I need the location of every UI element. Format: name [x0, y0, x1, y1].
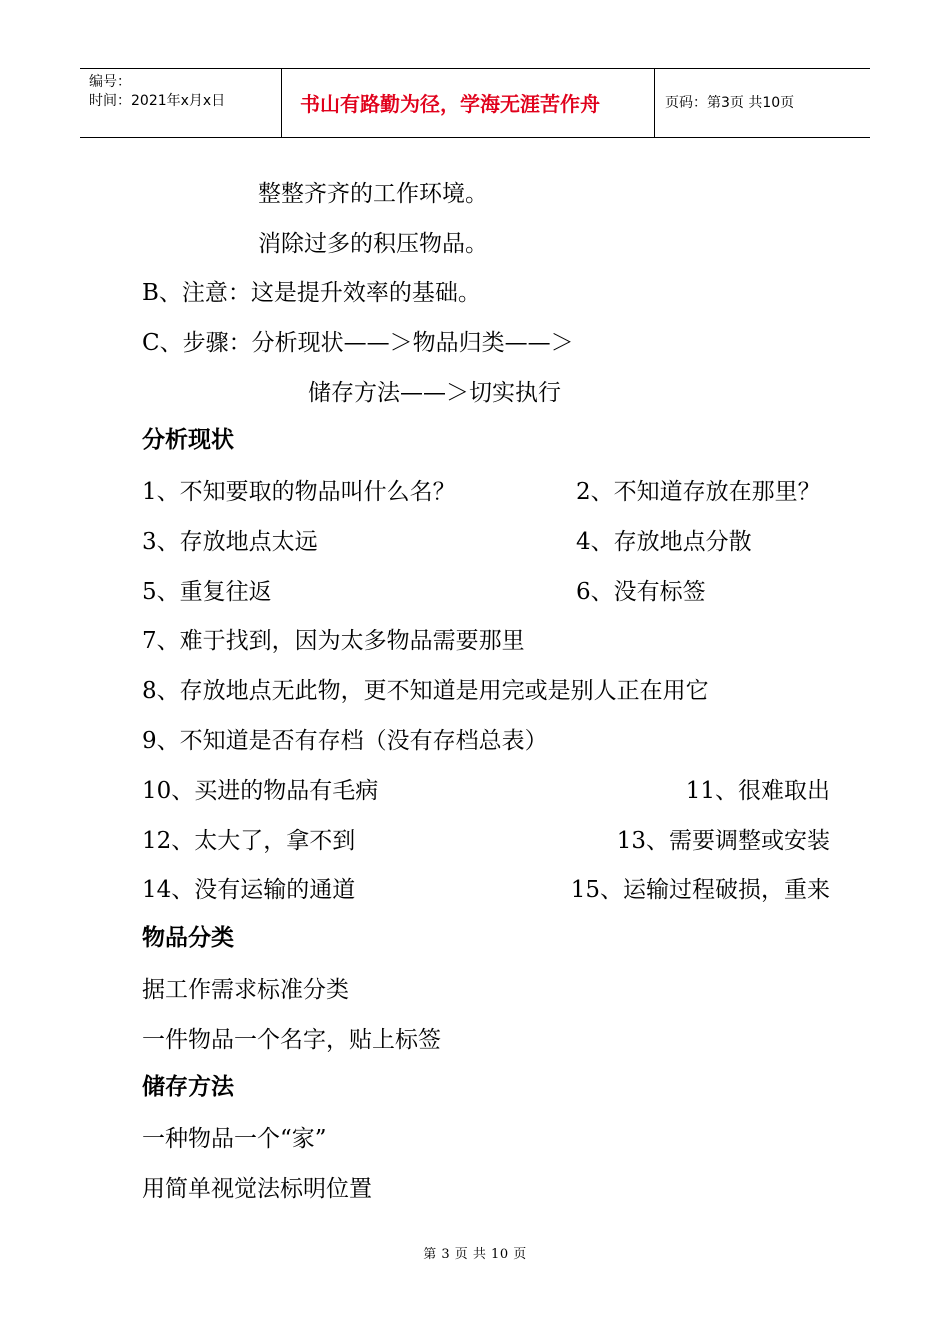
- list-item: 12、太大了，拿不到: [142, 828, 356, 854]
- list-item: 9、不知道是否有存档（没有存档总表）: [142, 728, 548, 754]
- header-motto: 书山有路勤为径，学海无涯苦作舟: [300, 92, 600, 116]
- list-item: 1、不知要取的物品叫什么名？: [142, 479, 456, 505]
- list-item: 6、没有标签: [576, 579, 706, 605]
- list-item: 8、存放地点无此物，更不知道是用完或是别人正在用它: [142, 678, 709, 704]
- storage-line-1: 一种物品一个“家”: [142, 1126, 327, 1152]
- list-item: 15、运输过程破损，重来: [570, 877, 830, 903]
- list-item: 4、存放地点分散: [576, 529, 752, 555]
- list-item: 13、需要调整或安装: [616, 828, 830, 854]
- line-steps-c: C、步骤：分析现状——＞物品归类——＞: [142, 330, 574, 356]
- list-item: 14、没有运输的通道: [142, 877, 356, 903]
- list-item: 2、不知道存放在那里？: [576, 479, 821, 505]
- list-item: 11、很难取出: [685, 778, 830, 804]
- list-item: 10、买进的物品有毛病: [142, 778, 379, 804]
- section-heading-analysis: 分析现状: [142, 426, 234, 453]
- header-page-info: 页码：第3页 共10页: [665, 95, 795, 111]
- header-page-cell: [655, 69, 870, 137]
- date-label: 时间：2021年x月x日: [89, 93, 226, 109]
- storage-line-2: 用简单视觉法标明位置: [142, 1176, 372, 1202]
- section-heading-storage: 储存方法: [142, 1073, 234, 1100]
- serial-label: 编号：: [89, 74, 131, 90]
- classify-line-2: 一件物品一个名字，贴上标签: [142, 1027, 441, 1053]
- line-steps-c-cont: 储存方法——＞切实执行: [308, 380, 561, 406]
- page-footer: 第 3 页 共 10 页: [423, 1247, 527, 1262]
- page-header: [80, 68, 870, 138]
- list-item: 3、存放地点太远: [142, 529, 318, 555]
- section-heading-classify: 物品分类: [142, 924, 234, 951]
- line-tidy: 整整齐齐的工作环境。: [258, 181, 488, 207]
- header-meta-cell: [80, 69, 282, 137]
- line-note-b: B、注意：这是提升效率的基础。: [142, 280, 481, 306]
- list-item: 5、重复往返: [142, 579, 272, 605]
- classify-line-1: 据工作需求标准分类: [142, 977, 349, 1003]
- header-motto-cell: [282, 69, 655, 137]
- list-item: 7、难于找到，因为太多物品需要那里: [142, 628, 525, 654]
- line-remove: 消除过多的积压物品。: [258, 231, 488, 257]
